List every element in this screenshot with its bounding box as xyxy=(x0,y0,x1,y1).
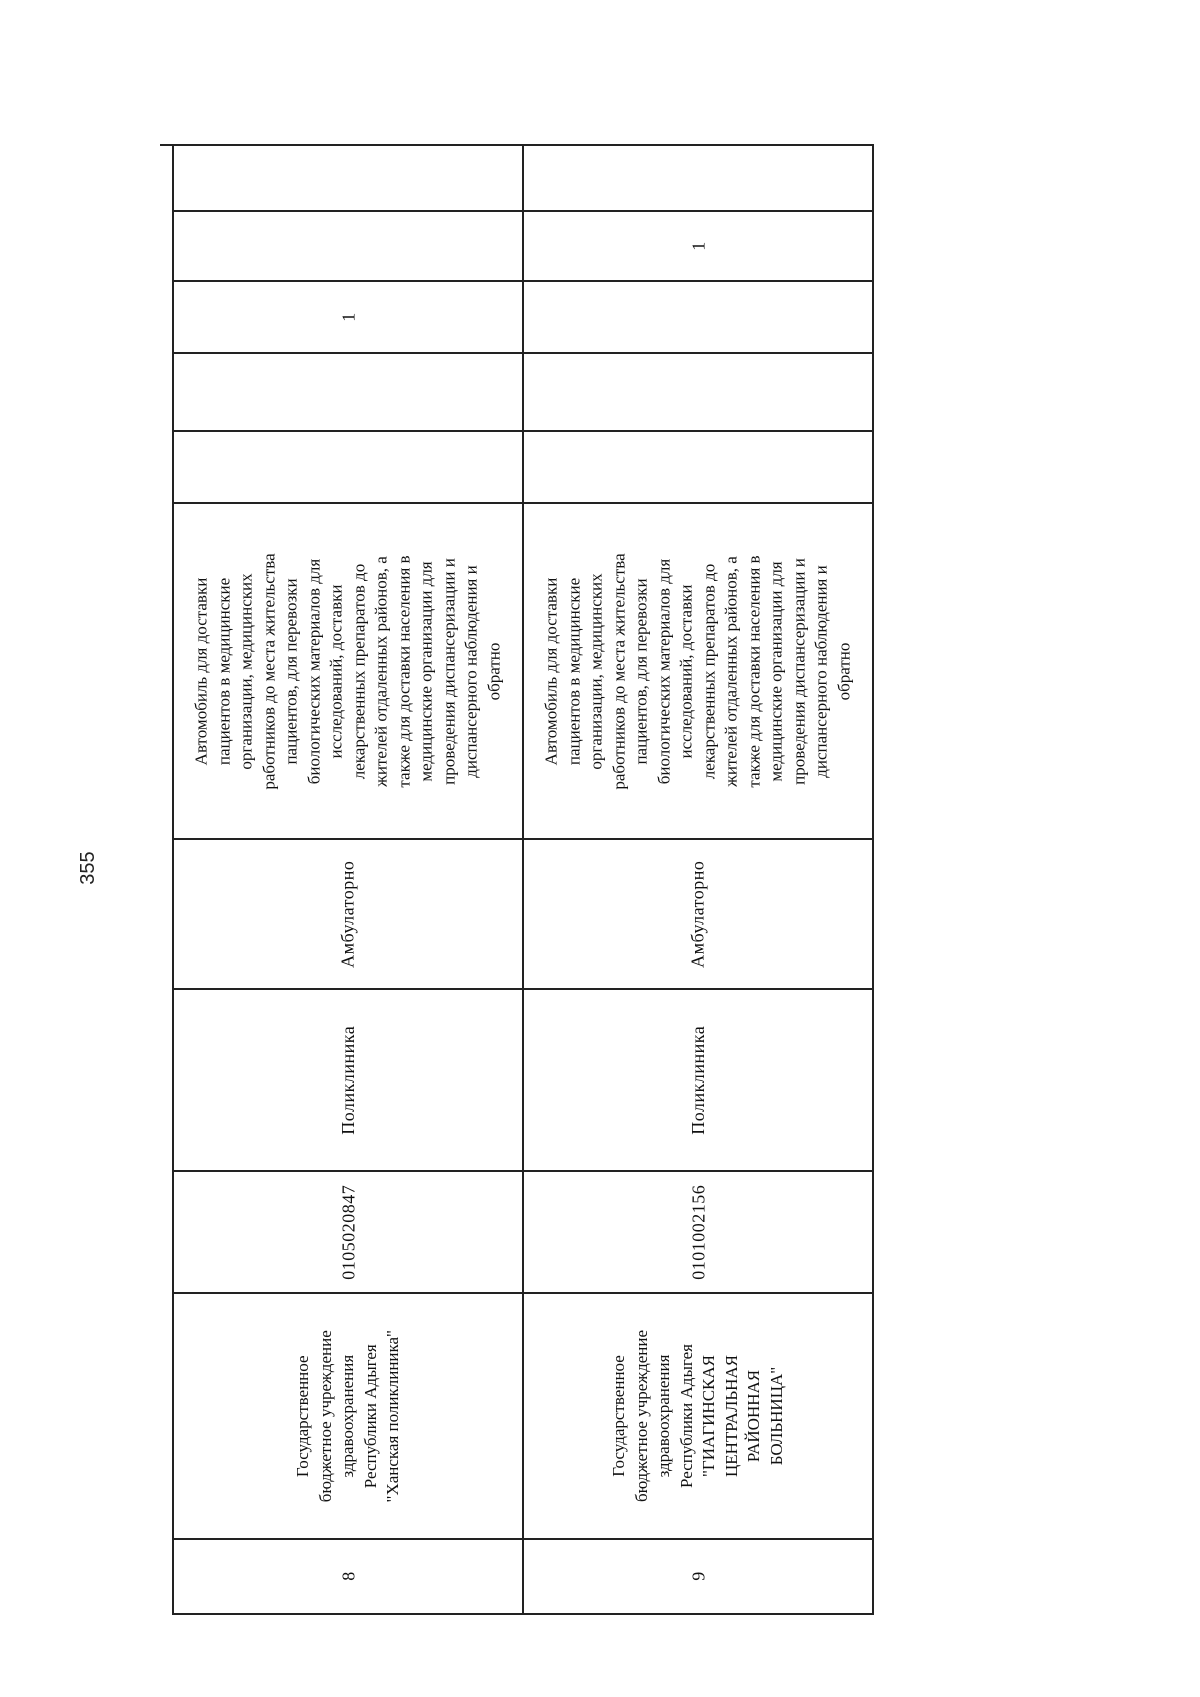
page-number: 355 xyxy=(76,851,99,885)
quantity-cell: 1 xyxy=(337,312,358,322)
row-number-cell: 9 xyxy=(687,1572,708,1581)
quantity-cell xyxy=(524,146,872,210)
care-form-cell: Амбулаторно xyxy=(337,860,358,968)
vehicle-description-cell xyxy=(524,504,872,838)
quantity-cell xyxy=(174,212,522,280)
institution-name: Государственное бюджетное учреждение здравоохранения Республики Адыгея "Ханская поликлиника" xyxy=(292,1329,402,1503)
vehicle-description-cell xyxy=(174,504,522,838)
quantity-cell: 1 xyxy=(687,241,708,251)
code-cell: 0101002156 xyxy=(687,1184,708,1280)
institution-name: Государственное бюджетное учреждение здравоохранения Республики Адыгея "ГИАГИНСКАЯ ЦЕНТРАЛЬНАЯ РАЙОННАЯ БОЛЬНИЦА" xyxy=(608,1329,786,1503)
quantity-cell xyxy=(524,282,872,352)
row-number-cell: 8 xyxy=(337,1572,358,1581)
quantity-cell xyxy=(174,432,522,502)
code-cell: 0105020847 xyxy=(337,1184,358,1280)
quantity-cell xyxy=(174,354,522,430)
quantity-cell xyxy=(174,146,522,210)
quantity-cell xyxy=(524,432,872,502)
vehicle-description: Автомобиль для доставки пациентов в медицинские организации, медицинских работников до места жительства пациентов, для перевозки биологических материалов для исследований, доставки лекарственных препаратов до жителей отдаленных районов, а также для доставки населения в медицинские организации для проведения диспансеризации и диспансерного наблюдения и обратно xyxy=(191,552,503,790)
quantity-cell xyxy=(524,354,872,430)
institution-cell xyxy=(524,1294,872,1538)
table-border-right xyxy=(872,144,874,1615)
care-form-cell: Амбулаторно xyxy=(687,860,708,968)
unit-cell: Поликлиника xyxy=(337,1025,358,1135)
unit-cell: Поликлиника xyxy=(687,1025,708,1135)
institution-cell xyxy=(174,1294,522,1538)
vehicle-description: Автомобиль для доставки пациентов в медицинские организации, медицинских работников до места жительства пациентов, для перевозки биологических материалов для исследований, доставки лекарственных препаратов до жителей отдаленных районов, а также для доставки населения в медицинские организации для проведения диспансеризации и диспансерного наблюдения и обратно xyxy=(541,552,853,790)
